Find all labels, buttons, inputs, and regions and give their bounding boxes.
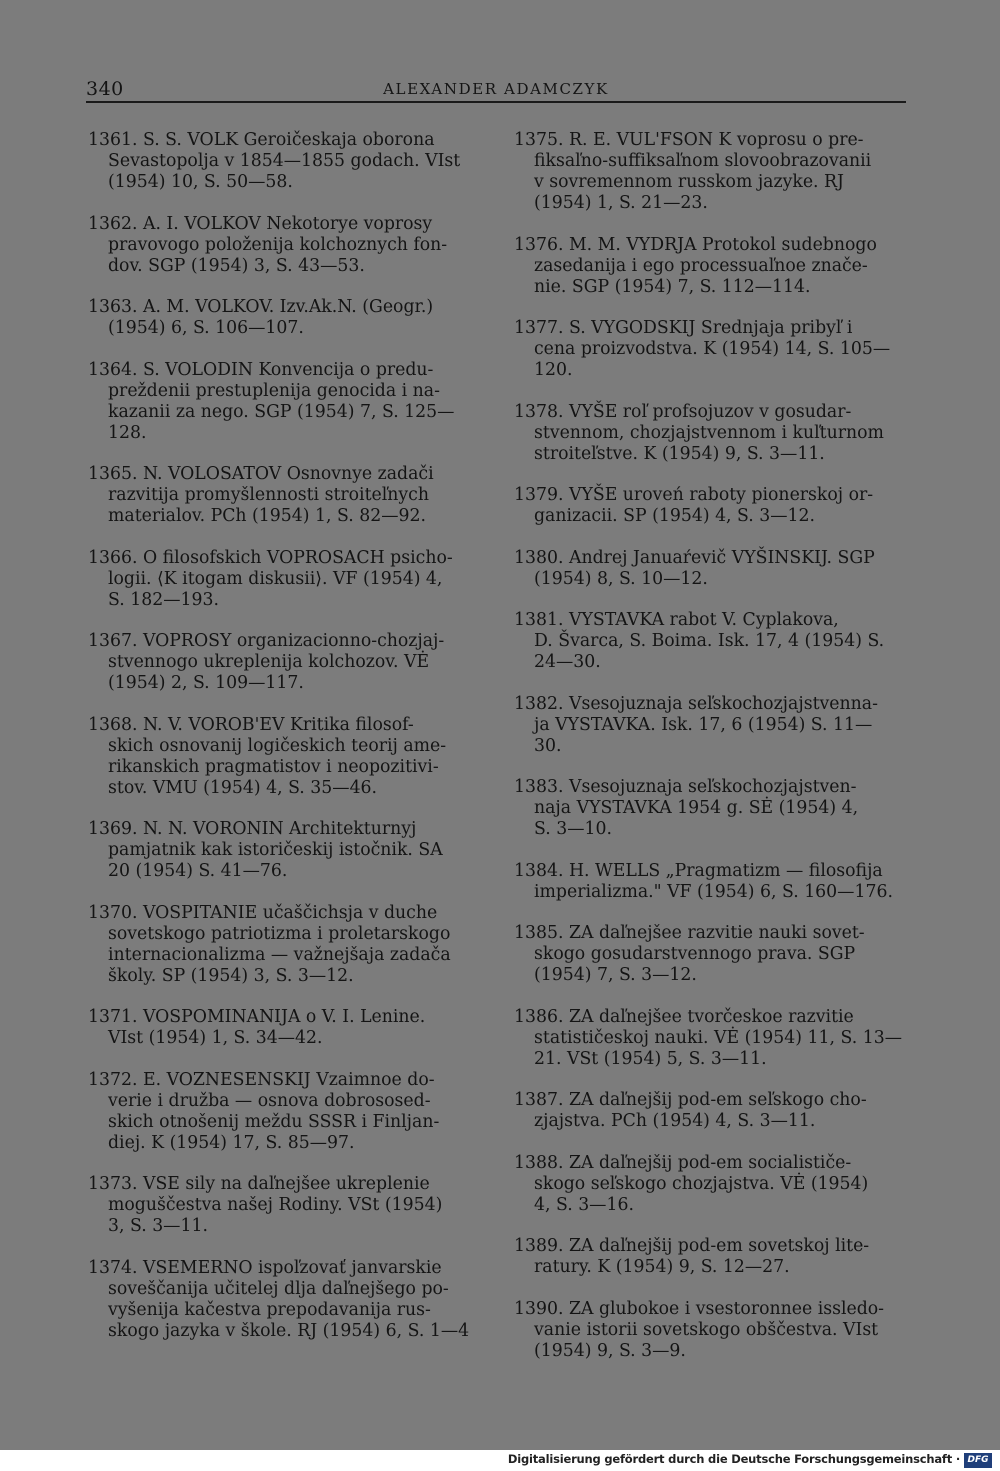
entry-continuation-line: (1954) 7, S. 3—12. xyxy=(534,965,697,985)
entry-continuation-line: pravovogo položenija kolchoznych fon- xyxy=(108,234,448,255)
bibliography-entry xyxy=(514,610,914,673)
footer-credit: Digitalisierung gefördert durch die Deutsche Forschungsgemeinschaft · xyxy=(507,1452,960,1466)
entry-first-line: 1374. VSEMERNO ispoľzovať janvarskie xyxy=(88,1257,442,1278)
bibliography-entry xyxy=(88,1258,488,1342)
entry-first-line: 1361. S. S. VOLK Geroičeskaja oborona xyxy=(88,130,435,150)
entry-continuation-line: (1954) 2, S. 109—117. xyxy=(108,673,304,693)
entry-continuation-line: sovetskogo patriotizma i proletarskogo xyxy=(108,923,451,944)
left-column xyxy=(88,130,488,1362)
entry-continuation-line: skogo jazyka v škole. RJ (1954) 6, S. 1—4 xyxy=(108,1320,470,1341)
entry-continuation-line: (1954) 10, S. 50—58. xyxy=(108,172,293,192)
entry-continuation-line: (1954) 1, S. 21—23. xyxy=(534,193,708,213)
footer xyxy=(0,1450,1000,1471)
entry-continuation-line: ja VYSTAVKA. Isk. 17, 6 (1954) S. 11— xyxy=(534,714,873,735)
entry-continuation-line: vyšenija kačestva prepodavanija rus- xyxy=(108,1299,431,1320)
entry-first-line: 1386. ZA daľnejšee tvorčeskoe razvitie xyxy=(514,1006,854,1027)
entry-continuation-line: razvitija promyšlennosti stroiteľnych xyxy=(108,485,429,505)
entry-continuation-line: rikanskich pragmatistov i neopozitivi- xyxy=(108,756,439,777)
entry-first-line: 1378. VYŠE roľ profsojuzov v gosudar- xyxy=(514,401,852,422)
entry-first-line: 1390. ZA glubokoe i vsestoronnee issledo- xyxy=(514,1298,885,1319)
entry-continuation-line: fiksaľno-suffiksaľnom slovoobrazovanii xyxy=(534,151,872,171)
bibliography-entry xyxy=(514,694,914,757)
entry-first-line: 1369. N. N. VORONIN Architekturnyj xyxy=(88,819,417,839)
entry-continuation-line: stroiteľstve. K (1954) 9, S. 3—11. xyxy=(534,443,825,464)
entry-continuation-line: Sevastopolja v 1854—1855 godach. VIst xyxy=(108,151,461,171)
entry-first-line: 1371. VOSPOMINANIJA o V. I. Lenine. xyxy=(88,1007,426,1027)
entry-first-line: 1380. Andrej Januaŕevič VYŠINSKIJ. SGP xyxy=(514,547,875,568)
entry-first-line: 1384. H. WELLS „Pragmatizm — filosofija xyxy=(514,860,883,881)
bibliography-entry xyxy=(88,715,488,799)
page-header xyxy=(86,78,906,102)
bibliography-entry xyxy=(88,819,488,882)
entry-continuation-line: (1954) 9, S. 3—9. xyxy=(534,1340,686,1361)
bibliography-entry xyxy=(88,548,488,611)
entry-first-line: 1377. S. VYGODSKIJ Srednjaja pribyľ i xyxy=(514,318,853,338)
entry-continuation-line: 24—30. xyxy=(534,652,601,672)
entry-first-line: 1379. VYŠE uroveń raboty pionerskoj or- xyxy=(514,485,874,505)
bibliography-entry xyxy=(88,1007,488,1049)
entry-first-line: 1365. N. VOLOSATOV Osnovnye zadači xyxy=(88,464,434,484)
bibliography-entry xyxy=(88,464,488,527)
bibliography-entry xyxy=(514,402,914,465)
bibliography-entry xyxy=(88,631,488,694)
bibliography-entry xyxy=(514,1299,914,1362)
entry-continuation-line: statističeskoj nauki. VĖ (1954) 11, S. 13— xyxy=(534,1027,902,1048)
bibliography-entry xyxy=(514,235,914,298)
entry-continuation-line: dov. SGP (1954) 3, S. 43—53. xyxy=(108,255,365,276)
entry-first-line: 1381. VYSTAVKA rabot V. Cyplakova, xyxy=(514,610,839,630)
entry-first-line: 1375. R. E. VUL'FSON K voprosu o pre- xyxy=(514,130,864,150)
entry-continuation-line: skich osnovanij logičeskich teorij ame- xyxy=(108,735,447,756)
entry-continuation-line: 21. VSt (1954) 5, S. 3—11. xyxy=(534,1048,767,1069)
entry-continuation-line: ratury. K (1954) 9, S. 12—27. xyxy=(534,1257,790,1277)
entry-continuation-line: 20 (1954) S. 41—76. xyxy=(108,861,288,881)
entry-continuation-line: (1954) 6, S. 106—107. xyxy=(108,318,304,338)
entry-continuation-line: ganizacii. SP (1954) 4, S. 3—12. xyxy=(534,506,816,526)
entry-continuation-line: diej. K (1954) 17, S. 85—97. xyxy=(108,1132,355,1153)
entry-first-line: 1383. Vsesojuznaja seľskochozjajstven- xyxy=(514,777,857,797)
page-number: 340 xyxy=(86,78,124,100)
entry-first-line: 1370. VOSPITANIE učaščichsja v duche xyxy=(88,902,438,923)
entry-continuation-line: logii. ⟨K itogam diskusii⟩. VF (1954) 4, xyxy=(108,568,443,589)
entry-continuation-line: skich otnošenij meždu SSSR i Finljan- xyxy=(108,1111,440,1132)
entry-continuation-line: (1954) 8, S. 10—12. xyxy=(534,568,708,589)
entry-continuation-line: 128. xyxy=(108,422,147,443)
bibliography-entry xyxy=(88,903,488,987)
entry-continuation-line: verie i družba — osnova dobrososed- xyxy=(108,1090,431,1111)
right-column xyxy=(514,130,914,1382)
running-head: ALEXANDER ADAMCZYK xyxy=(383,80,609,98)
bibliography-entry xyxy=(514,318,914,381)
entry-continuation-line: VIst (1954) 1, S. 34—42. xyxy=(108,1028,323,1048)
entry-continuation-line: cena proizvodstva. K (1954) 14, S. 105— xyxy=(534,339,891,359)
entry-first-line: 1388. ZA daľnejšij pod-em socialističe- xyxy=(514,1152,852,1173)
bibliography-entry xyxy=(88,1070,488,1154)
entry-continuation-line: 30. xyxy=(534,735,562,756)
bibliography-entry xyxy=(88,297,488,339)
entry-first-line: 1372. E. VOZNESENSKIJ Vzaimnoe do- xyxy=(88,1069,435,1090)
entry-continuation-line: skogo gosudarstvennogo prava. SGP xyxy=(534,944,856,964)
entry-continuation-line: pamjatnik kak istoričeskij istočnik. SA xyxy=(108,840,443,860)
entry-first-line: 1364. S. VOLODIN Konvencija o predu- xyxy=(88,359,434,380)
entry-continuation-line: stov. VMU (1954) 4, S. 35—46. xyxy=(108,777,378,798)
bibliography-entry xyxy=(514,1090,914,1132)
entry-continuation-line: S. 182—193. xyxy=(108,589,219,610)
entry-continuation-line: kazanii za nego. SGP (1954) 7, S. 125— xyxy=(108,401,455,422)
bibliography-entry xyxy=(88,130,488,193)
bibliography-entry xyxy=(88,214,488,277)
entry-first-line: 1389. ZA daľnejšij pod-em sovetskoj lite- xyxy=(514,1236,870,1256)
bibliography-entry xyxy=(514,548,914,590)
bibliography-entry xyxy=(514,485,914,527)
entry-first-line: 1362. A. I. VOLKOV Nekotorye voprosy xyxy=(88,213,433,234)
bibliography-entry xyxy=(88,1174,488,1237)
entry-first-line: 1387. ZA daľnejšij pod-em seľskogo cho- xyxy=(514,1090,867,1110)
bibliography-entry xyxy=(514,1153,914,1216)
entry-continuation-line: stvennogo ukreplenija kolchozov. VĖ xyxy=(108,652,430,672)
bibliography-entry xyxy=(514,923,914,986)
entry-first-line: 1368. N. V. VOROB'EV Kritika filosof- xyxy=(88,714,414,735)
bibliography-entry xyxy=(514,1007,914,1070)
entry-first-line: 1367. VOPROSY organizacionno-chozjaj- xyxy=(88,631,445,651)
entry-continuation-line: zasedanija i ego processuaľnoe znače- xyxy=(534,255,868,276)
bibliography-entry xyxy=(514,1236,914,1278)
entry-continuation-line: zjajstva. PCh (1954) 4, S. 3—11. xyxy=(534,1111,816,1131)
entry-first-line: 1366. O filosofskich VOPROSACH psicho- xyxy=(88,547,453,568)
entry-continuation-line: imperializma." VF (1954) 6, S. 160—176. xyxy=(534,881,893,902)
entry-first-line: 1376. M. M. VYDRJA Protokol sudebnogo xyxy=(514,234,877,255)
entry-continuation-line: D. Švarca, S. Boima. Isk. 17, 4 (1954) S. xyxy=(534,631,885,651)
entry-continuation-line: nie. SGP (1954) 7, S. 112—114. xyxy=(534,276,811,297)
bibliography-entry xyxy=(514,130,914,214)
entry-continuation-line: moguščestva našej Rodiny. VSt (1954) xyxy=(108,1195,443,1215)
entry-first-line: 1382. Vsesojuznaja seľskochozjajstvenna- xyxy=(514,693,878,714)
entry-continuation-line: materialov. PCh (1954) 1, S. 82—92. xyxy=(108,506,426,526)
entry-continuation-line: S. 3—10. xyxy=(534,819,612,839)
entry-continuation-line: internacionalizma — važnejšaja zadača xyxy=(108,944,451,965)
entry-continuation-line: preždenii prestuplenija genocida i na- xyxy=(108,380,440,401)
bibliography-entry xyxy=(88,360,488,444)
dfg-logo: DFG xyxy=(964,1453,992,1468)
entry-continuation-line: v sovremennom russkom jazyke. RJ xyxy=(534,172,844,192)
entry-continuation-line: stvennom, chozjajstvennom i kuľturnom xyxy=(534,422,884,443)
entry-first-line: 1385. ZA daľnejšee razvitie nauki sovet- xyxy=(514,923,865,943)
bibliography-entry xyxy=(514,777,914,840)
entry-continuation-line: školy. SP (1954) 3, S. 3—12. xyxy=(108,965,354,986)
entry-continuation-line: skogo seľskogo chozjajstva. VĖ (1954) xyxy=(534,1173,869,1194)
entry-continuation-line: 4, S. 3—16. xyxy=(534,1194,634,1215)
entry-continuation-line: naja VYSTAVKA 1954 g. SĖ (1954) 4, xyxy=(534,798,859,818)
header-rule xyxy=(86,101,906,103)
entry-continuation-line: soveščanija učitelej dlja daľnejšego po- xyxy=(108,1278,449,1299)
entry-first-line: 1373. VSE sily na daľnejšee ukreplenie xyxy=(88,1174,430,1194)
entry-continuation-line: 3, S. 3—11. xyxy=(108,1216,208,1236)
bibliography-entry xyxy=(514,861,914,903)
entry-first-line: 1363. A. M. VOLKOV. Izv.Ak.N. (Geogr.) xyxy=(88,297,434,317)
entry-continuation-line: vanie istorii sovetskogo obščestva. VIst xyxy=(534,1319,879,1340)
entry-continuation-line: 120. xyxy=(534,360,573,380)
